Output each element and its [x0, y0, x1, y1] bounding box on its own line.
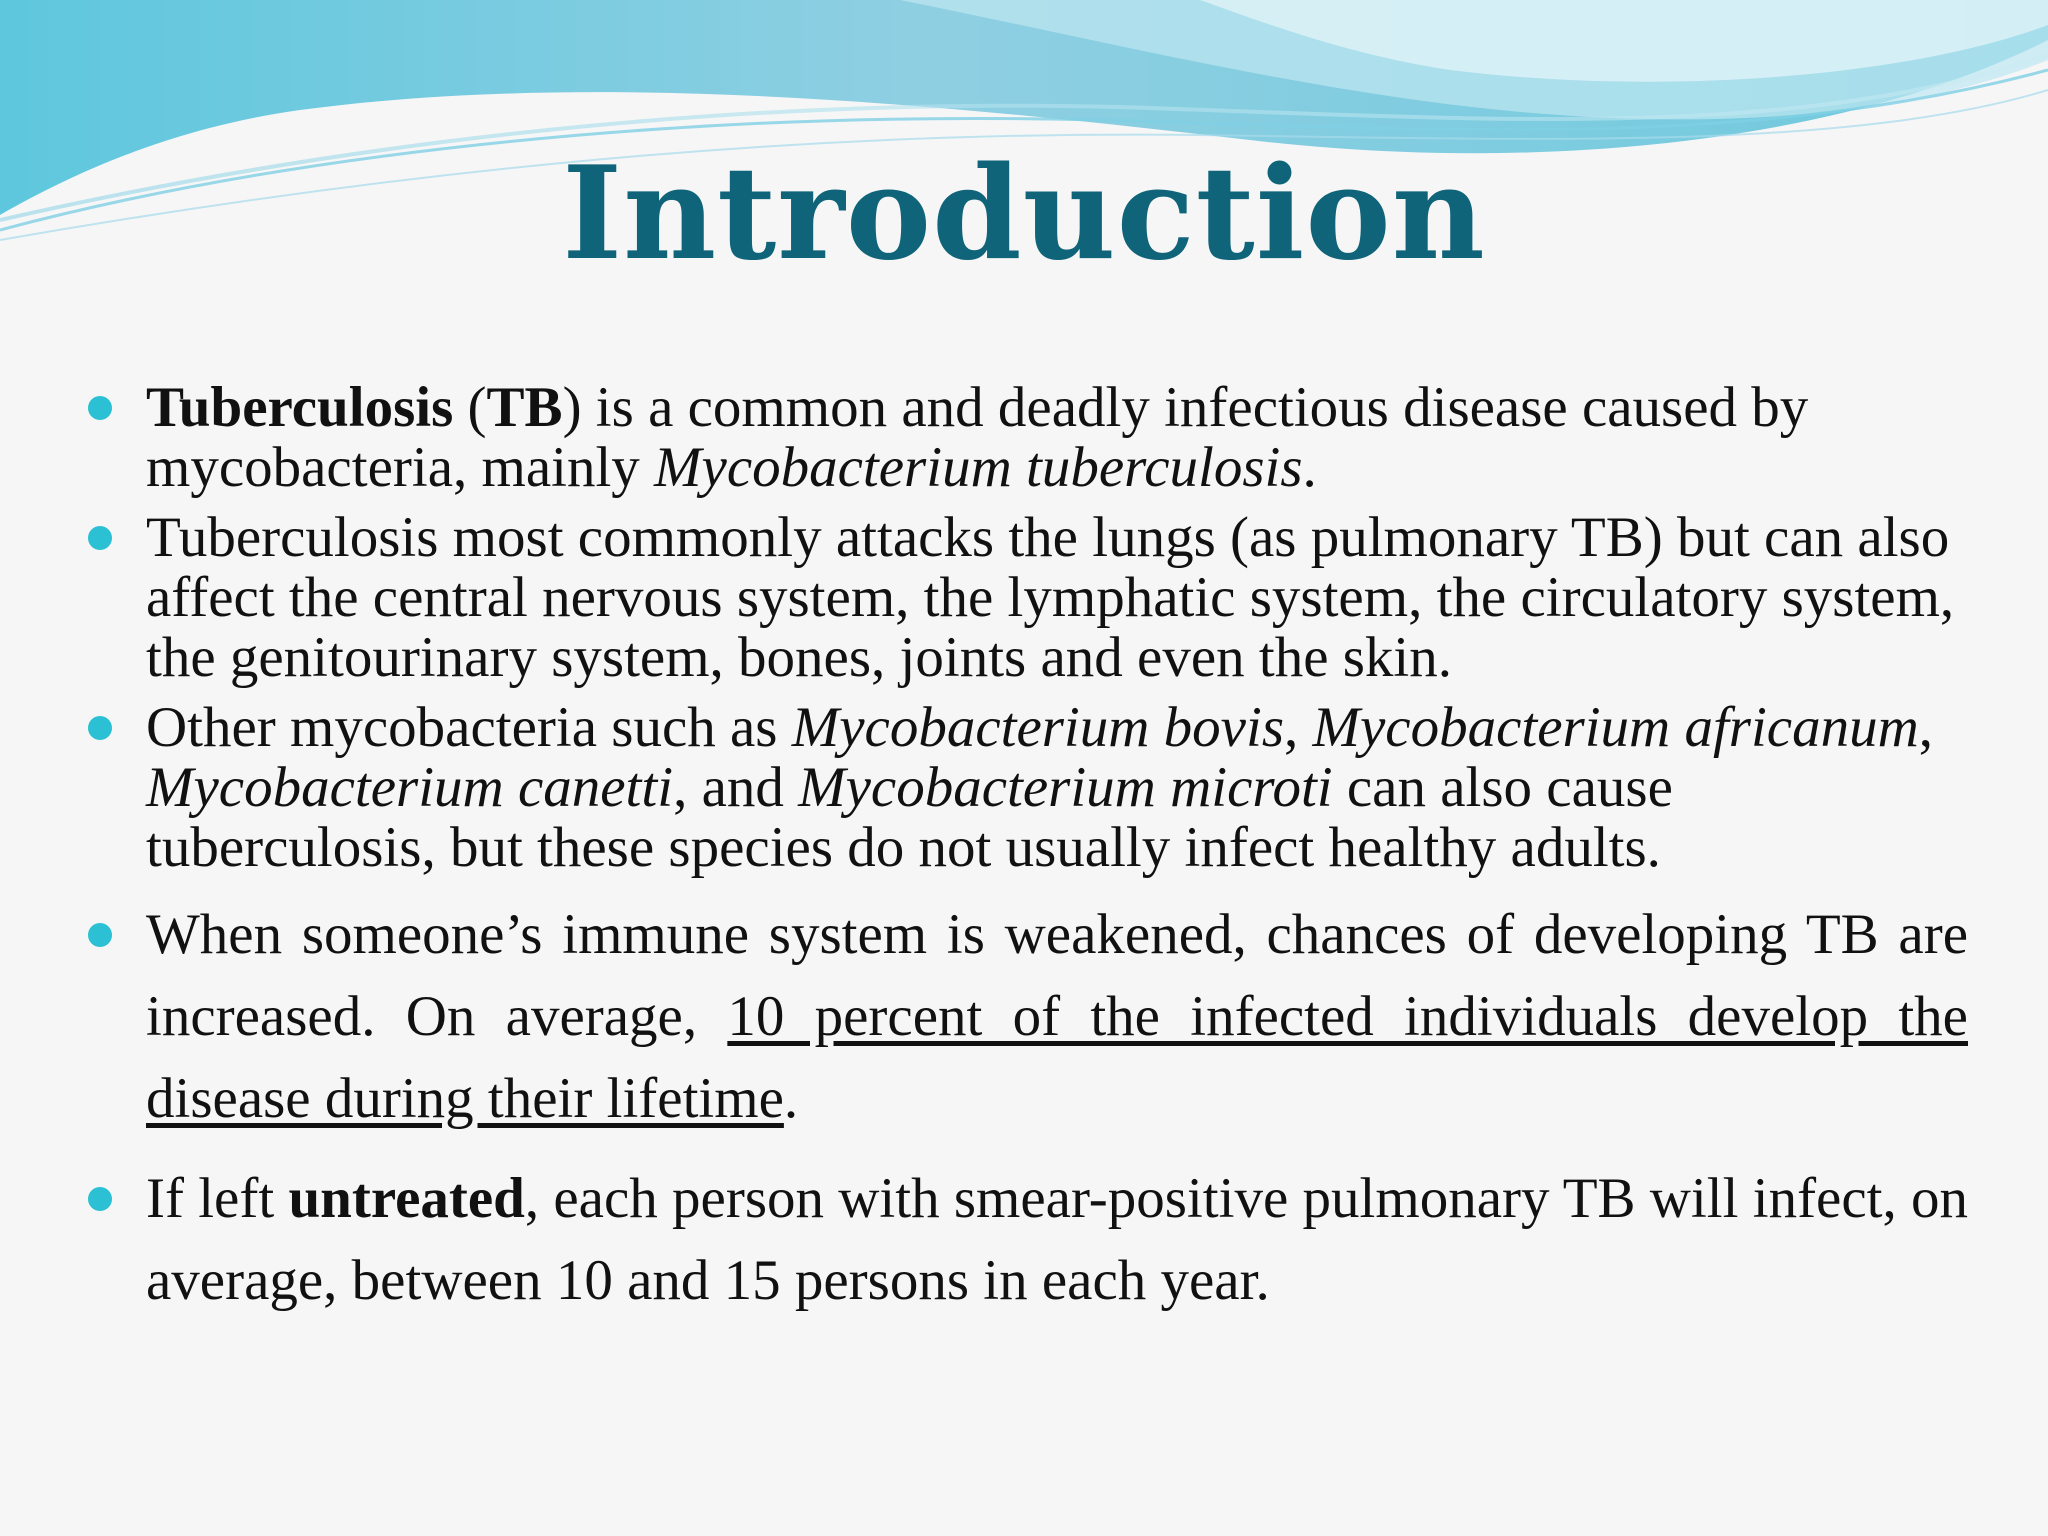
text: (	[453, 376, 487, 439]
underlined-statistic: 10 percent of the infected individuals develop the disease during their lifetime	[146, 985, 1968, 1130]
bullet-dot-icon	[88, 716, 112, 740]
text: ,	[1918, 696, 1934, 759]
text: , each person with smear-positive pulmonary TB will infect, on average, between 10 and 15 persons in each year.	[146, 1167, 1968, 1312]
text: Tuberculosis most commonly attacks the lungs (as pulmonary TB) but can also affect the central nervous system, the lymphatic system, the circulatory system, the genitourinary system, bones, joints and even the skin.	[146, 506, 1955, 689]
species-name: Mycobacterium canetti	[146, 756, 674, 819]
bullet-dot-icon	[88, 1187, 112, 1211]
species-name: Mycobacterium microti	[798, 756, 1333, 819]
text: When someone’s immune system is weakened, chances of developing TB are increased. On average,	[146, 903, 1968, 1048]
text: can also cause tuberculosis, but these species do not usually infect healthy adults.	[146, 756, 1673, 879]
text: ) is a common and deadly infectious disease caused by mycobacteria, mainly	[146, 376, 1809, 499]
list-item	[88, 698, 1968, 878]
bullet-list	[88, 378, 1968, 1322]
text: ,	[1284, 696, 1313, 759]
text: .	[1302, 436, 1317, 499]
text: .	[783, 1067, 799, 1130]
list-item	[88, 894, 1968, 1140]
list-item	[88, 378, 1968, 498]
bullet-dot-icon	[88, 923, 112, 947]
list-item	[88, 1158, 1968, 1322]
term-tuberculosis: Tuberculosis	[146, 376, 454, 439]
species-name: Mycobacterium bovis	[791, 696, 1284, 759]
bullet-dot-icon	[88, 396, 112, 420]
text: Other mycobacteria such as	[146, 696, 792, 759]
list-item	[88, 508, 1968, 688]
species-name: Mycobacterium tuberculosis	[654, 436, 1303, 499]
bullet-dot-icon	[88, 526, 112, 550]
term-tb: TB	[486, 376, 563, 439]
text: If left	[146, 1167, 289, 1230]
term-untreated: untreated	[288, 1167, 525, 1230]
page-title: Introduction	[562, 139, 1486, 289]
species-name: Mycobacterium africanum	[1312, 696, 1919, 759]
text: , and	[673, 756, 799, 819]
